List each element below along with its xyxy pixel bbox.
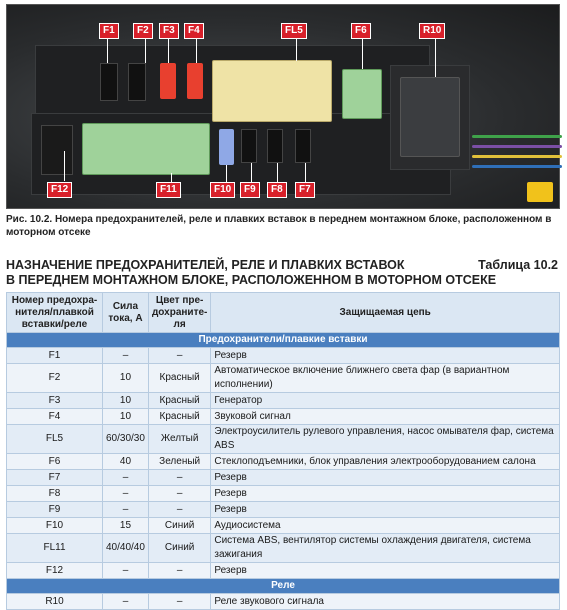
table-row [7,502,560,518]
cell-number: F6 [7,454,103,470]
leader-line [64,151,65,181]
publisher-logo [527,182,553,202]
table-group-row [7,333,560,348]
fuse-slot-f2 [128,63,146,101]
leader-line [196,37,197,63]
table-row [7,563,560,579]
cell-number: F10 [7,518,103,534]
cell-color: – [148,486,210,502]
cell-current: 15 [103,518,149,534]
label-f11: F11 [156,182,181,198]
table-row [7,534,560,563]
leader-line [107,37,108,63]
table-row [7,518,560,534]
label-f9: F9 [240,182,260,198]
cell-current: 40 [103,454,149,470]
cell-number: FL5 [7,425,103,454]
table-header-row [7,293,560,333]
fuse-slot-f9 [241,129,257,163]
cell-circuit: Резерв [211,486,560,502]
label-f1: F1 [99,23,119,39]
cell-circuit: Резерв [211,348,560,364]
fuse-f6 [342,69,382,119]
cell-current: – [103,502,149,518]
cell-current: 40/40/40 [103,534,149,563]
cell-color: – [148,594,210,610]
cell-number: F7 [7,470,103,486]
label-r10: R10 [419,23,445,39]
cell-color: – [148,502,210,518]
table-row [7,486,560,502]
cell-current: 10 [103,409,149,425]
cell-circuit: Стеклоподъемники, блок управления электрооборудованием салона [211,454,560,470]
table-title [6,258,560,288]
fuse-fl5 [212,60,332,122]
wire [472,135,562,138]
label-f10: F10 [210,182,235,198]
cell-circuit: Резерв [211,502,560,518]
cell-current: – [103,563,149,579]
group-label: Предохранители/плавкие вставки [7,333,560,348]
wire [472,145,562,148]
table-row [7,364,560,393]
table-row [7,594,560,610]
fuse-box-photo [6,4,560,209]
cell-color: Синий [148,534,210,563]
fuse-f4 [187,63,203,99]
label-f3: F3 [159,23,179,39]
cell-number: F2 [7,364,103,393]
cell-number: F1 [7,348,103,364]
cell-circuit: Аудиосистема [211,518,560,534]
leader-line [296,37,297,61]
cell-circuit: Система ABS, вентилятор системы охлаждения двигателя, система зажигания [211,534,560,563]
table-row [7,348,560,364]
cell-circuit: Автоматическое включение ближнего света фар (в вариантном исполнении) [211,364,560,393]
label-f8: F8 [267,182,287,198]
label-f7: F7 [295,182,315,198]
fuse-slot-f1 [100,63,118,101]
cell-circuit: Звуковой сигнал [211,409,560,425]
cell-circuit: Резерв [211,470,560,486]
header-number: Номер предохра-нителя/плавкой вставки/реле [7,293,103,333]
fuse-slot-f8 [267,129,283,163]
cell-circuit: Резерв [211,563,560,579]
leader-line [226,165,227,183]
table-group-row [7,579,560,594]
cell-color: Зеленый [148,454,210,470]
cell-number: F8 [7,486,103,502]
cell-number: FL11 [7,534,103,563]
table-row [7,425,560,454]
table-row [7,393,560,409]
cell-current: – [103,470,149,486]
cell-color: – [148,563,210,579]
label-fl5: FL5 [281,23,307,39]
cell-number: R10 [7,594,103,610]
fuse-f11 [82,123,210,175]
cell-number: F9 [7,502,103,518]
cell-circuit: Реле звукового сигнала [211,594,560,610]
cell-current: 10 [103,393,149,409]
label-f6: F6 [351,23,371,39]
fuse-f3 [160,63,176,99]
cell-color: Красный [148,393,210,409]
header-current: Сила тока, А [103,293,149,333]
cell-circuit: Электроусилитель рулевого управления, насос омывателя фар, система ABS [211,425,560,454]
cell-current: – [103,594,149,610]
cell-number: F12 [7,563,103,579]
label-f12: F12 [47,182,72,198]
cell-color: – [148,470,210,486]
cell-color: Красный [148,364,210,393]
leader-line [362,37,363,69]
table-title-line1: НАЗНАЧЕНИЕ ПРЕДОХРАНИТЕЛЕЙ, РЕЛЕ И ПЛАВКИХ ВСТАВОК [6,258,405,272]
label-f2: F2 [133,23,153,39]
cell-current: – [103,348,149,364]
header-circuit: Защищаемая цепь [211,293,560,333]
cell-current: – [103,486,149,502]
cell-color: – [148,348,210,364]
table-row [7,409,560,425]
cell-current: 10 [103,364,149,393]
table-row [7,454,560,470]
table-row [7,470,560,486]
leader-line [251,163,252,183]
cell-color: Желтый [148,425,210,454]
cell-color: Красный [148,409,210,425]
label-f4: F4 [184,23,204,39]
relay-r10 [400,77,460,157]
table-title-line2: В ПЕРЕДНЕМ МОНТАЖНОМ БЛОКЕ, РАСПОЛОЖЕННОМ В МОТОРНОМ ОТСЕКЕ [6,273,497,287]
leader-line [435,37,436,77]
fuse-slot-f7 [295,129,311,163]
cell-number: F4 [7,409,103,425]
cell-color: Синий [148,518,210,534]
group-label: Реле [7,579,560,594]
fuse-f10 [219,129,234,165]
wire [472,165,562,168]
cell-circuit: Генератор [211,393,560,409]
header-color: Цвет пре-дохраните-ля [148,293,210,333]
leader-line [168,37,169,63]
leader-line [277,163,278,183]
table-number: Таблица 10.2 [478,258,558,272]
cell-current: 60/30/30 [103,425,149,454]
figure-caption: Рис. 10.2. Номера предохранителей, реле и плавких вставок в переднем монтажном блоке, расположенном в моторном отсеке [6,214,552,238]
leader-line [305,163,306,183]
fuse-table [6,292,560,610]
wire [472,155,562,158]
leader-line [145,37,146,63]
fuse-slot-f12 [41,125,73,175]
cell-number: F3 [7,393,103,409]
